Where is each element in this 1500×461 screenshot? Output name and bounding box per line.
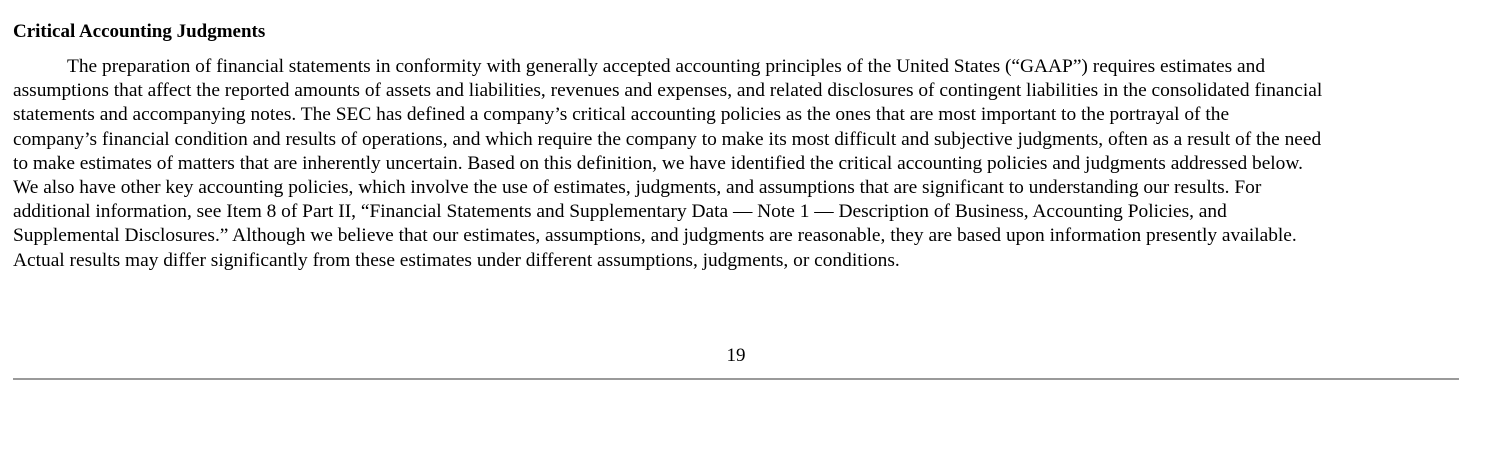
paragraph-line: additional information, see Item 8 of Part II, “Financial Statements and Supplementary Data — Note 1 — Description of Business, Accounting Policies, and xyxy=(13,201,1227,223)
section-title: Critical Accounting Judgments xyxy=(13,21,266,42)
page-number: 19 xyxy=(726,345,746,366)
paragraph-line: statements and accompanying notes. The SEC has defined a company’s critical accounting policies as the ones that are most important to the portrayal of the xyxy=(13,104,1230,126)
body-paragraph xyxy=(13,55,1459,273)
paragraph-line: Supplemental Disclosures.” Although we believe that our estimates, assumptions, and judgments are reasonable, they are based upon information presently available. xyxy=(13,225,1297,247)
paragraph-line: assumptions that affect the reported amounts of assets and liabilities, revenues and expenses, and related disclosures of contingent liabilities in the consolidated financial xyxy=(13,80,1323,102)
page-divider xyxy=(13,378,1459,380)
paragraph-line: Actual results may differ significantly from these estimates under different assumptions, judgments, or conditions. xyxy=(13,249,900,271)
paragraph-line: company’s financial condition and results of operations, and which require the company to make its most difficult and subjective judgments, often as a result of the need xyxy=(13,128,1322,150)
paragraph-line: to make estimates of matters that are inherently uncertain. Based on this definition, we have identified the critical accounting policies and judgments addressed below. xyxy=(13,152,1303,174)
paragraph-line: We also have other key accounting policies, which involve the use of estimates, judgments, and assumptions that are significant to understanding our results. For xyxy=(13,177,1262,199)
paragraph-line: The preparation of financial statements in conformity with generally accepted accounting principles of the United States (“GAAP”) requires estimates and xyxy=(67,56,1266,77)
